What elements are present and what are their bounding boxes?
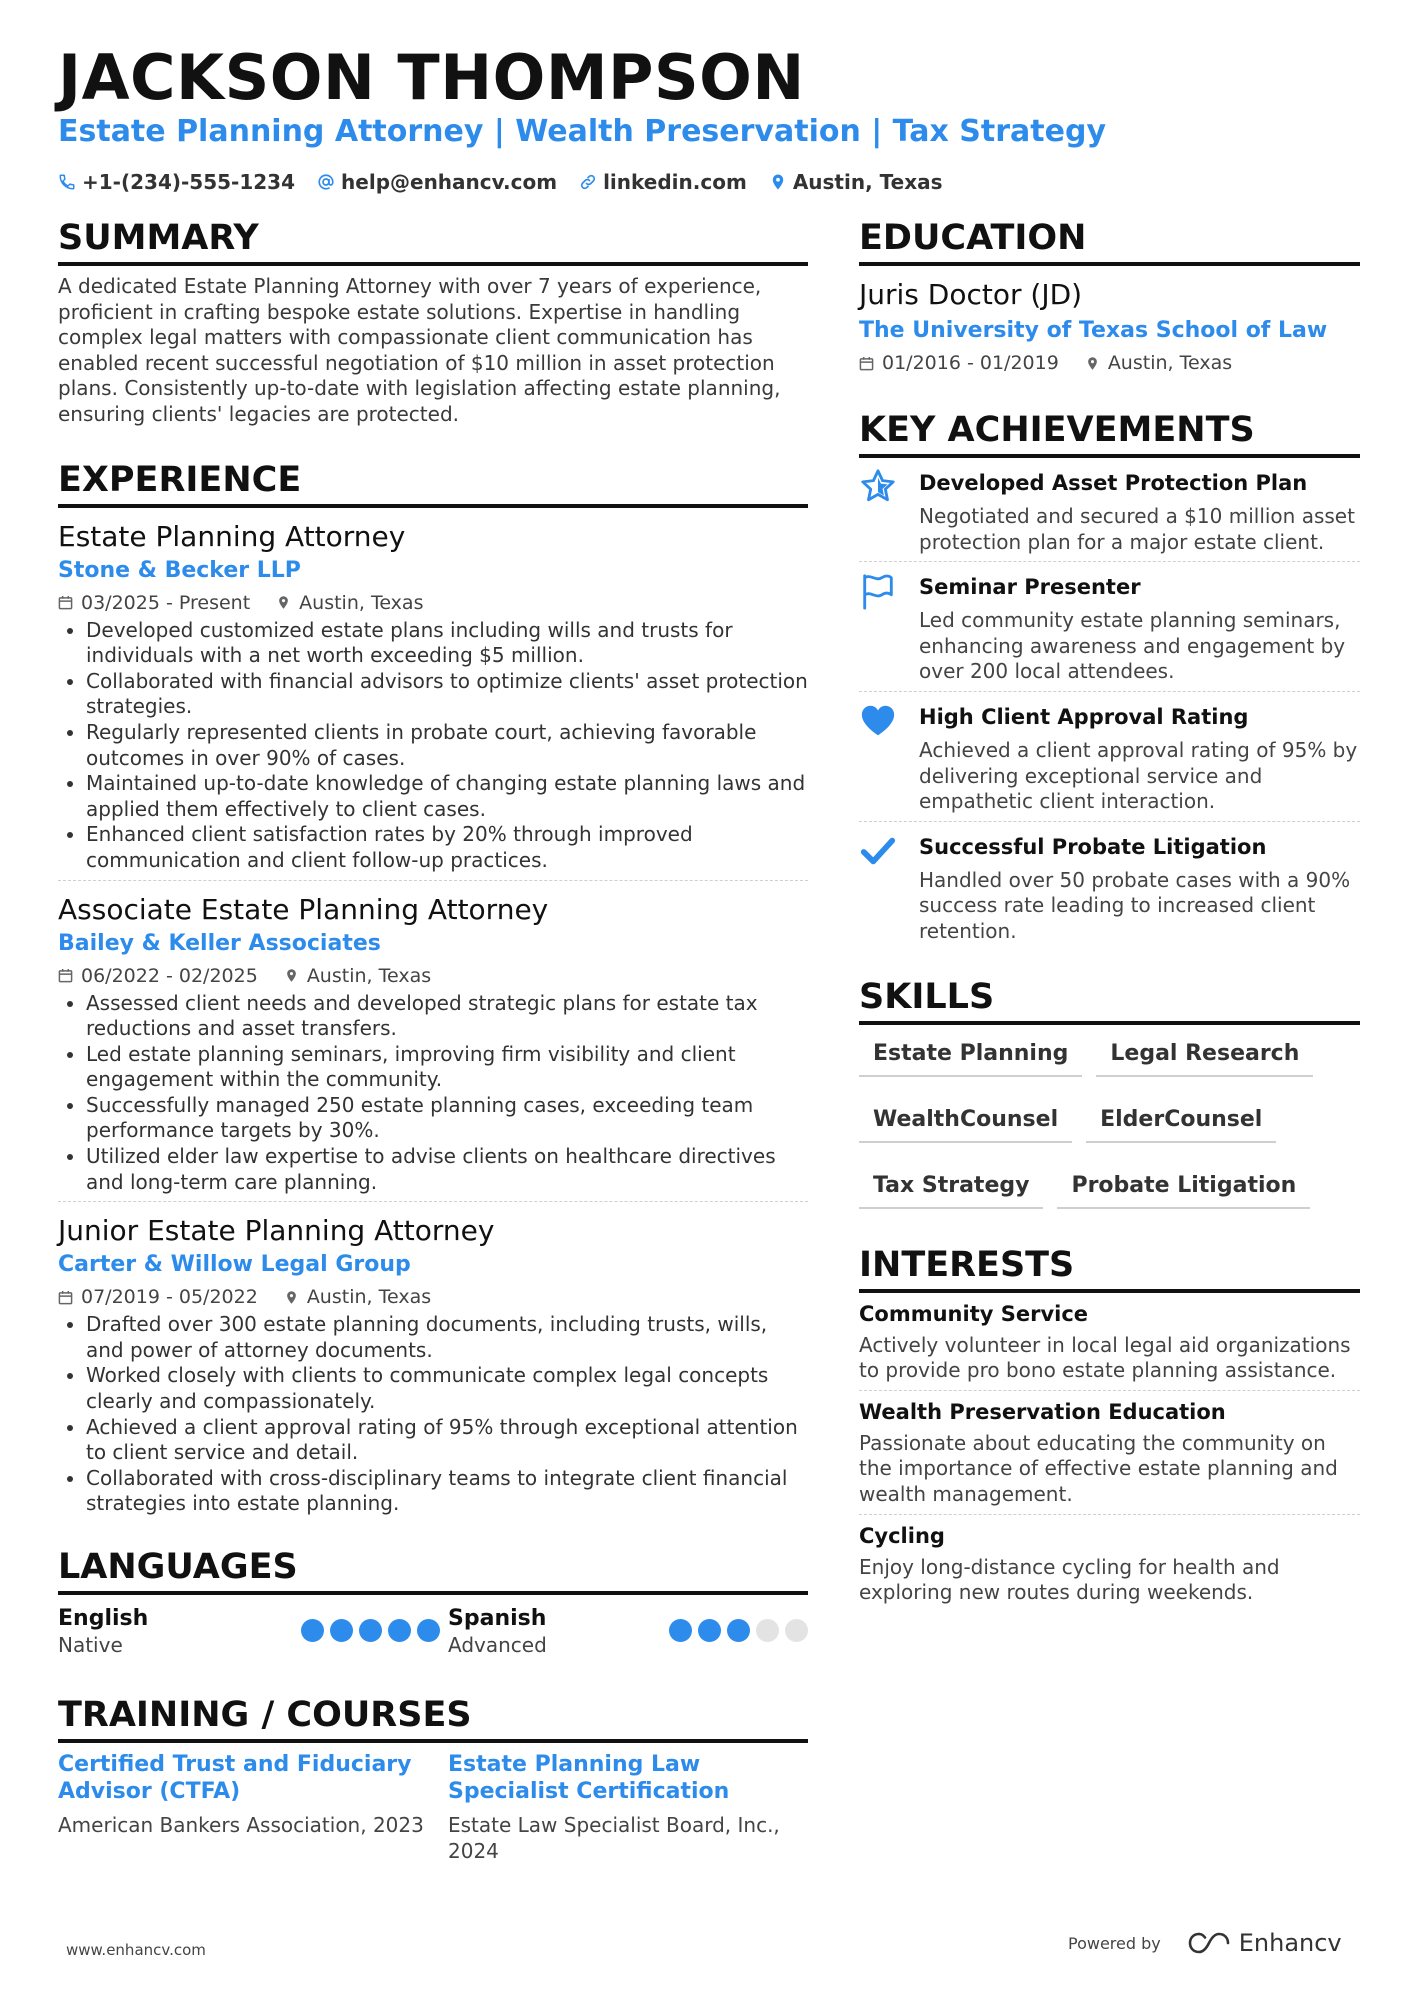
education-meta [859, 350, 1360, 376]
job-dates: 07/2019 - 05/2022 [81, 1286, 258, 1309]
calendar-icon [58, 595, 73, 610]
bullet-item: • Maintained up-to-date knowledge of changing estate planning laws and applied them effectively to client cases. [86, 771, 808, 822]
job-dates: 03/2025 - Present [81, 591, 251, 614]
link-icon [579, 173, 597, 191]
achievement-title: High Client Approval Rating [919, 704, 1249, 729]
course-org: Estate Law Specialist Board, Inc., 2024 [448, 1813, 780, 1863]
rating-dot-filled [698, 1619, 721, 1642]
enhancv-logo-icon [1187, 1930, 1231, 1956]
heart-icon [859, 702, 903, 742]
courses-list [58, 1751, 808, 1864]
company-name: Carter & Willow Legal Group [58, 1252, 411, 1278]
language-item [58, 1605, 448, 1659]
skill-tag: Tax Strategy [859, 1169, 1043, 1209]
interest-desc: Passionate about educating the community on the importance of effective estate planning and wealth management. [859, 1430, 1338, 1506]
job-location: Austin, Texas [299, 591, 424, 614]
job-bullets [58, 991, 808, 1196]
flag-icon [859, 572, 903, 612]
rating-dot-empty [785, 1619, 808, 1642]
course-title: Certified Trust and Fiduciary Advisor (CTFA) [58, 1752, 412, 1804]
at-icon [317, 173, 335, 191]
achievement-item [859, 562, 1360, 692]
degree-title: Juris Doctor (JD) [859, 278, 1083, 311]
job-bullets [58, 1312, 808, 1517]
training-section [58, 1693, 808, 1864]
skills-list [859, 1037, 1339, 1209]
skills-section [859, 975, 1360, 1209]
bullet-item: • Enhanced client satisfaction rates by 20% through improved communication and client follow-up practices. [86, 822, 808, 873]
course-item [58, 1751, 448, 1864]
brand-name: Enhancv [1238, 1929, 1342, 1957]
phone-text: +1-(234)-555-1234 [82, 170, 296, 194]
education-heading: EDUCATION [859, 216, 1360, 266]
interests-heading: INTERESTS [859, 1243, 1360, 1293]
interest-title: Wealth Preservation Education [859, 1399, 1226, 1424]
job-entry [58, 508, 808, 881]
interest-desc: Actively volunteer in local legal aid organizations to provide pro bono estate planning assistance. [859, 1332, 1351, 1383]
bullet-item: • Achieved a client approval rating of 95% through exceptional attention to client service and detail. [86, 1415, 808, 1466]
rating-dot-filled [727, 1619, 750, 1642]
language-level: Advanced [448, 1633, 547, 1657]
left-column [58, 216, 808, 1864]
interest-item [859, 1293, 1360, 1391]
achievements-section [859, 408, 1360, 951]
contact-email[interactable] [317, 169, 557, 195]
achievement-item [859, 822, 1360, 951]
location-pin-icon [1085, 356, 1100, 371]
interest-item [859, 1515, 1360, 1612]
company-name: Stone & Becker LLP [58, 557, 301, 583]
job-meta [58, 963, 808, 989]
bullet-item: • Successfully managed 250 estate planning cases, exceeding team performance targets by 30%. [86, 1093, 808, 1144]
language-item [448, 1605, 808, 1659]
footer-website[interactable]: www.enhancv.com [66, 1941, 206, 1959]
interest-item [859, 1391, 1360, 1515]
location-pin-icon [769, 173, 787, 191]
achievement-title: Seminar Presenter [919, 575, 1141, 600]
experience-heading: EXPERIENCE [58, 458, 808, 508]
achievement-item [859, 692, 1360, 822]
company-name: Bailey & Keller Associates [58, 930, 381, 956]
education-dates: 01/2016 - 01/2019 [882, 352, 1059, 374]
skill-tag: Estate Planning [859, 1037, 1082, 1077]
bullet-item: • Drafted over 300 estate planning documents, including trusts, wills, and power of attorney documents. [86, 1312, 808, 1363]
education-section [859, 216, 1360, 376]
job-meta [58, 1284, 808, 1310]
language-rating [669, 1619, 808, 1659]
summary-heading: SUMMARY [58, 216, 808, 266]
job-location: Austin, Texas [306, 1286, 432, 1309]
bullet-item: • Developed customized estate plans including wills and trusts for individuals with a net worth exceeding $5 million. [86, 618, 808, 669]
training-heading: TRAINING / COURSES [58, 1693, 808, 1743]
phone-icon [58, 173, 76, 191]
interest-title: Community Service [859, 1301, 1089, 1326]
job-title: Associate Estate Planning Attorney [58, 892, 549, 926]
candidate-name: JACKSON THOMPSON [58, 41, 805, 114]
calendar-icon [58, 1290, 73, 1305]
bullet-item: • Collaborated with cross-disciplinary teams to integrate client financial strategies into estate planning. [86, 1466, 808, 1517]
calendar-icon [859, 356, 874, 371]
course-org: American Bankers Association, 2023 [58, 1813, 424, 1837]
job-entry [58, 881, 808, 1203]
location-pin-icon [276, 595, 291, 610]
experience-section [58, 458, 808, 1523]
job-bullets [58, 618, 808, 874]
course-title: Estate Planning Law Specialist Certification [448, 1752, 730, 1804]
education-location: Austin, Texas [1107, 352, 1233, 374]
contact-linkedin[interactable] [579, 169, 747, 195]
calendar-icon [58, 968, 73, 983]
job-meta [58, 590, 808, 616]
rating-dot-filled [301, 1619, 324, 1642]
summary-text: A dedicated Estate Planning Attorney with over 7 years of experience, proficient in crafting bespoke estate solutions. Expertise in handling complex legal matters with compassionate client communication has enabled recent successful negotiation of $10 million in asset protection plans. Consistently up-to-date with legislation affecting estate planning, ensuring clients' legacies are protected. [58, 274, 781, 426]
skill-tag: ElderCounsel [1086, 1103, 1276, 1143]
rating-dot-empty [756, 1619, 779, 1642]
language-name: English [58, 1606, 149, 1631]
interest-desc: Enjoy long-distance cycling for health and exploring new routes during weekends. [859, 1554, 1280, 1605]
language-name: Spanish [448, 1606, 547, 1631]
rating-dot-filled [669, 1619, 692, 1642]
achievement-desc: Achieved a client approval rating of 95% by delivering exceptional service and empathetic client interaction. [919, 737, 1358, 814]
brand-logo[interactable] [1187, 1929, 1342, 1957]
achievement-desc: Handled over 50 probate cases with a 90% success rate leading to increased client retention. [919, 867, 1351, 943]
tagline: Estate Planning Attorney | Wealth Preservation | Tax Strategy [58, 114, 1107, 149]
contact-location [769, 169, 943, 195]
job-title: Junior Estate Planning Attorney [58, 1214, 495, 1248]
rating-dot-filled [359, 1619, 382, 1642]
rating-dot-filled [417, 1619, 440, 1642]
bullet-item: • Worked closely with clients to communicate complex legal concepts clearly and compassionately. [86, 1363, 808, 1414]
contact-bar [58, 169, 943, 195]
language-level: Native [58, 1633, 123, 1657]
check-icon [859, 832, 903, 872]
course-item [448, 1751, 808, 1864]
bullet-item: • Led estate planning seminars, improving firm visibility and client engagement within the community. [86, 1042, 808, 1093]
email-text: help@enhancv.com [341, 170, 558, 194]
powered-by-text: Powered by [1068, 1933, 1161, 1953]
location-pin-icon [284, 968, 299, 983]
school-name: The University of Texas School of Law [859, 318, 1328, 343]
linkedin-text: linkedin.com [603, 170, 747, 194]
skill-tag: WealthCounsel [859, 1103, 1072, 1143]
languages-list [58, 1605, 808, 1659]
bullet-item: • Utilized elder law expertise to advise clients on healthcare directives and long-term care planning. [86, 1144, 808, 1195]
achievement-desc: Led community estate planning seminars, enhancing awareness and engagement by over 200 local attendees. [919, 608, 1346, 684]
bullet-item: • Regularly represented clients in probate court, achieving favorable outcomes in over 90% of cases. [86, 720, 808, 771]
language-rating [301, 1619, 440, 1659]
skill-tag: Legal Research [1096, 1037, 1313, 1077]
job-title: Estate Planning Attorney [58, 519, 406, 553]
bullet-item: • Collaborated with financial advisors to optimize clients' asset protection strategies. [86, 669, 808, 720]
languages-section [58, 1545, 808, 1659]
contact-phone[interactable] [58, 169, 295, 195]
location-text: Austin, Texas [792, 170, 943, 194]
star-icon [859, 468, 903, 508]
skills-heading: SKILLS [859, 975, 1360, 1025]
footer-branding [1068, 1929, 1342, 1957]
location-pin-icon [284, 1290, 299, 1305]
interest-title: Cycling [859, 1523, 945, 1548]
languages-heading: LANGUAGES [58, 1545, 808, 1595]
job-entry [58, 1202, 808, 1523]
achievement-title: Developed Asset Protection Plan [919, 471, 1308, 495]
job-dates: 06/2022 - 02/2025 [81, 964, 258, 987]
right-column [859, 216, 1360, 1612]
achievements-heading: KEY ACHIEVEMENTS [859, 408, 1360, 458]
interests-section [859, 1243, 1360, 1612]
summary-section [58, 216, 808, 428]
skill-tag: Probate Litigation [1057, 1169, 1310, 1209]
achievement-title: Successful Probate Litigation [919, 834, 1267, 859]
achievement-desc: Negotiated and secured a $10 million asset protection plan for a major estate client. [919, 504, 1355, 554]
rating-dot-filled [330, 1619, 353, 1642]
job-location: Austin, Texas [306, 964, 432, 987]
rating-dot-filled [388, 1619, 411, 1642]
bullet-item: • Assessed client needs and developed strategic plans for estate tax reductions and asset transfers. [86, 991, 808, 1042]
achievement-item [859, 458, 1360, 562]
